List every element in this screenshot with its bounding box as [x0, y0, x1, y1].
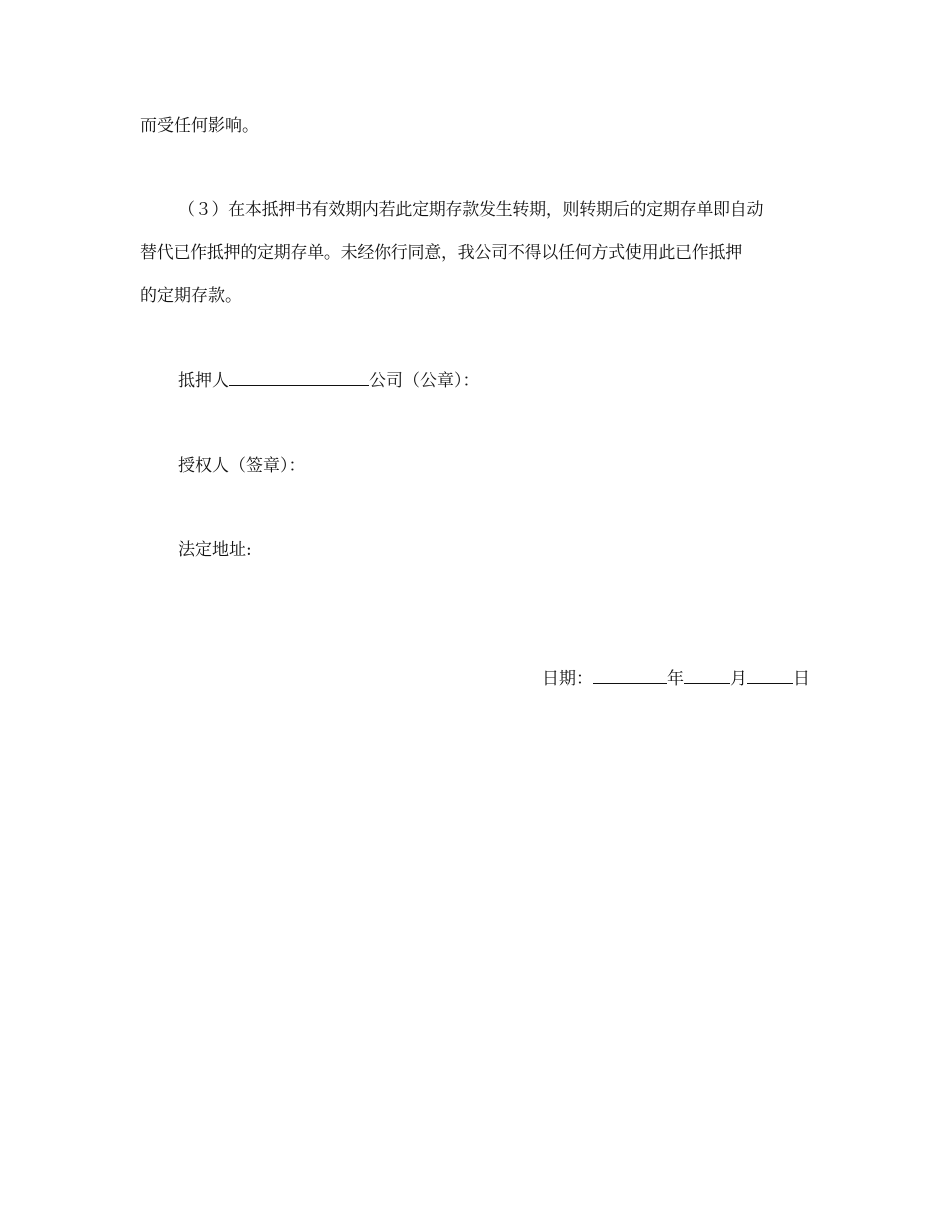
day-label: 日: [793, 669, 810, 689]
mortgagor-company-blank[interactable]: [229, 370, 369, 386]
authorized-signatory-label: 授权人（签章）：: [178, 456, 306, 476]
continuation-text: 而受任何影响。: [140, 116, 259, 136]
legal-address-label: 法定地址:: [178, 540, 252, 560]
date-line: [542, 668, 810, 689]
clause-3-line-1: （３）在本抵押书有效期内若此定期存款发生转期，则转期后的定期存单即自动: [178, 200, 764, 220]
day-blank[interactable]: [747, 668, 793, 684]
mortgagor-line: [178, 370, 480, 391]
year-label: 年: [667, 669, 684, 689]
clause-3-line-3: 的定期存款。: [140, 286, 242, 306]
month-blank[interactable]: [684, 668, 730, 684]
clause-3-line-2: 替代已作抵押的定期存单。未经你行同意，我公司不得以任何方式使用此已作抵押: [140, 243, 742, 263]
year-blank[interactable]: [593, 668, 667, 684]
company-seal-label: 公司（公章）：: [369, 371, 480, 391]
date-label: 日期：: [542, 669, 593, 689]
mortgagor-label: 抵押人: [178, 371, 229, 391]
month-label: 月: [730, 669, 747, 689]
